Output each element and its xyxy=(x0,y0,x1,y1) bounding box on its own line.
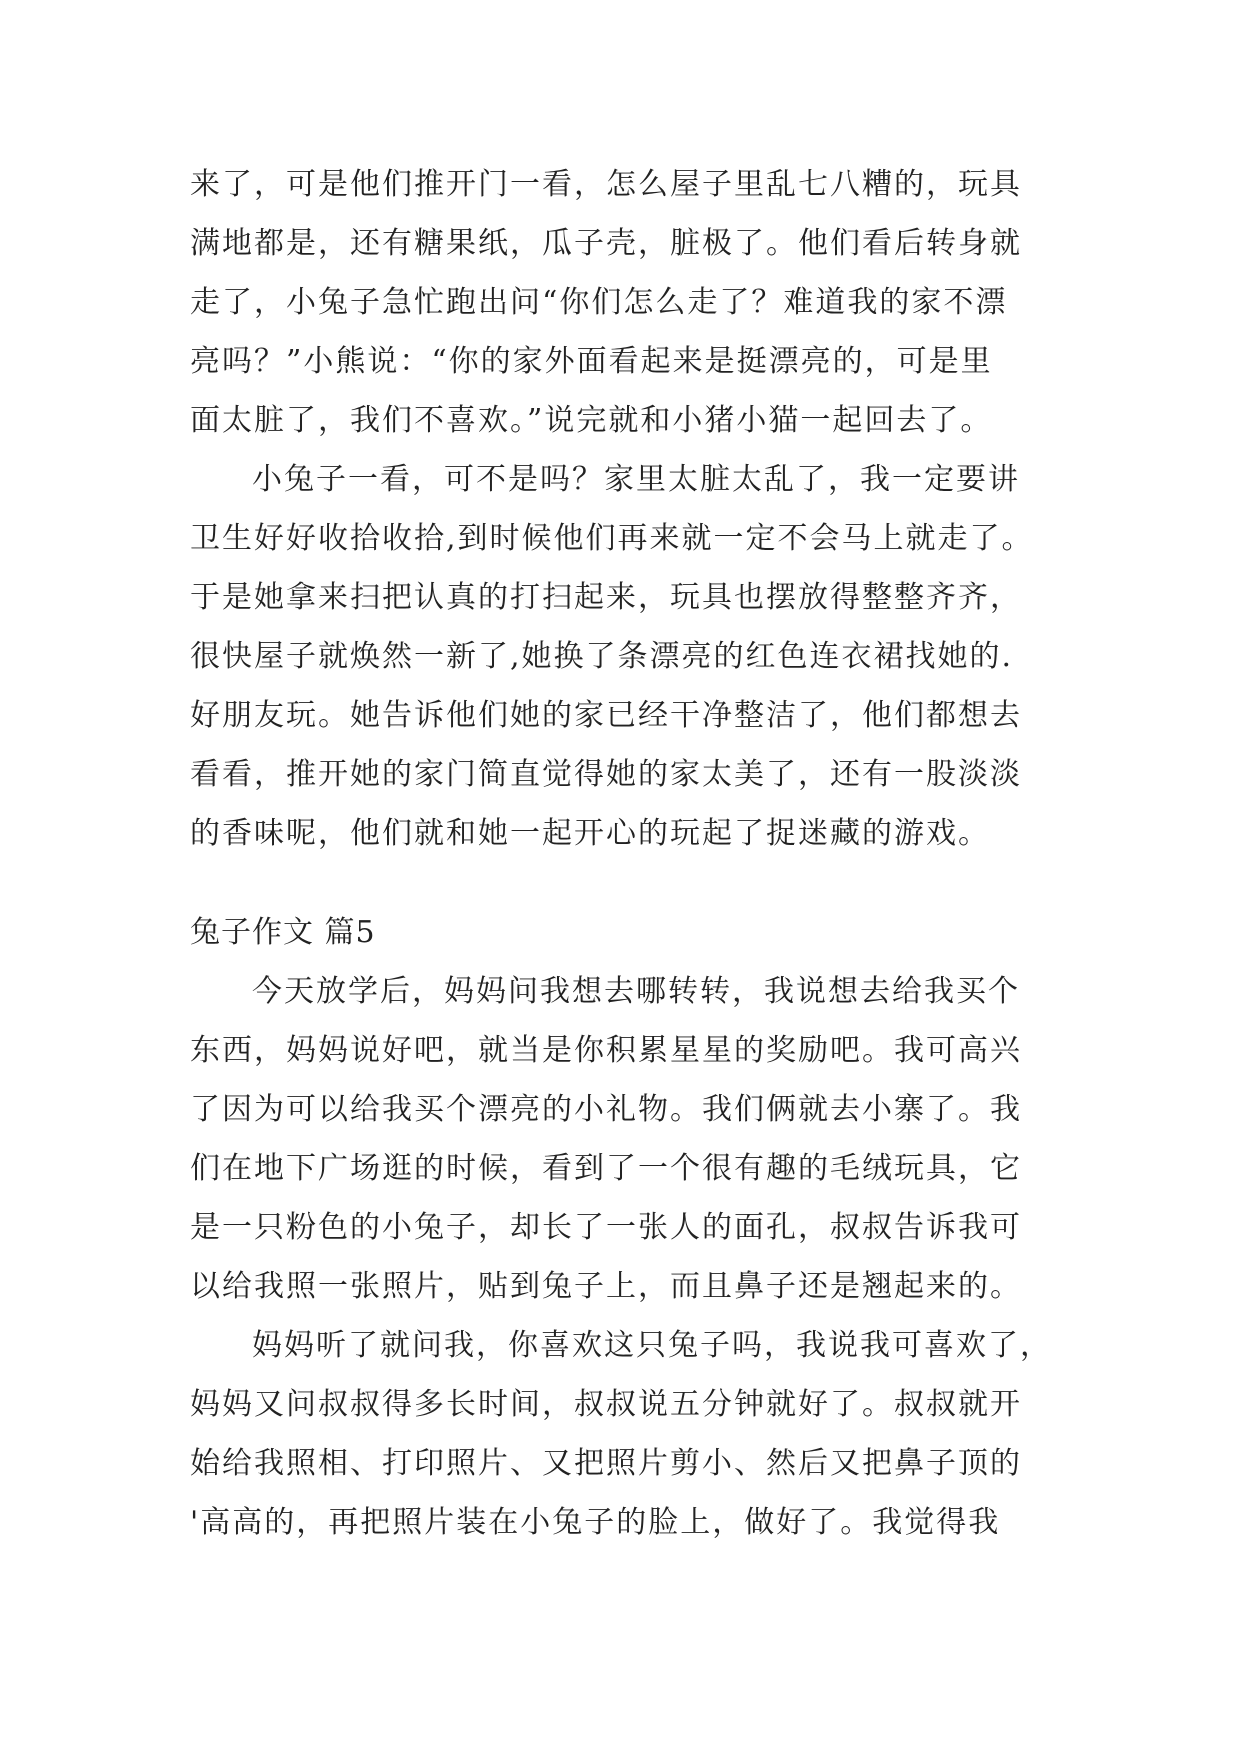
text-line: 妈妈又问叔叔得多长时间，叔叔说五分钟就好了。叔叔就开 xyxy=(190,1387,1022,1422)
text-line: 好朋友玩。她告诉他们她的家已经干净整洁了，他们都想去 xyxy=(190,698,1022,733)
text-line: 的香味呢，他们就和她一起开心的玩起了捉迷藏的游戏。 xyxy=(190,816,990,851)
text-line: 于是她拿来扫把认真的打扫起来，玩具也摆放得整整齐齐， xyxy=(190,580,1022,615)
document-body xyxy=(190,155,1060,1552)
text-line: 看看，推开她的家门简直觉得她的家太美了，还有一股淡淡 xyxy=(190,757,1022,792)
text-line: 们在地下广场逛的时候，看到了一个很有趣的毛绒玩具，它 xyxy=(190,1151,1022,1186)
section-heading: 兔子作文 篇5 xyxy=(190,915,376,950)
text-line: 满地都是，还有糖果纸，瓜子壳，脏极了。他们看后转身就 xyxy=(190,226,1022,261)
text-line: 亮吗？”小熊说：“你的家外面看起来是挺漂亮的，可是里 xyxy=(190,344,993,379)
text-line: 卫生好好收拾收拾,到时候他们再来就一定不会马上就走了。 xyxy=(190,521,1034,556)
text-line: 妈妈听了就问我，你喜欢这只兔子吗，我说我可喜欢了， xyxy=(252,1328,1052,1363)
paragraph xyxy=(190,450,1060,863)
paragraph xyxy=(190,962,1060,1316)
paragraph xyxy=(190,155,1060,450)
text-line: 了因为可以给我买个漂亮的小礼物。我们俩就去小寨了。我 xyxy=(190,1092,1022,1127)
text-line: 走了，小兔子急忙跑出问“你们怎么走了？难道我的家不漂 xyxy=(190,285,1008,320)
text-line: 很快屋子就焕然一新了,她换了条漂亮的红色连衣裙找她的. xyxy=(190,639,1014,674)
section-gap xyxy=(190,863,1060,903)
text-line: 今天放学后，妈妈问我想去哪转转，我说想去给我买个 xyxy=(252,974,1020,1009)
text-line: 面太脏了，我们不喜欢。”说完就和小猪小猫一起回去了。 xyxy=(190,403,993,438)
paragraph xyxy=(190,1316,1060,1552)
text-line: 小兔子一看，可不是吗？家里太脏太乱了，我一定要讲 xyxy=(252,462,1020,497)
text-line: 是一只粉色的小兔子，却长了一张人的面孔，叔叔告诉我可 xyxy=(190,1210,1022,1245)
text-line: '高高的，再把照片装在小兔子的脸上，做好了。我觉得我 xyxy=(190,1505,1001,1540)
text-line: 始给我照相、打印照片、又把照片剪小、然后又把鼻子顶的 xyxy=(190,1446,1022,1481)
text-line: 以给我照一张照片，贴到兔子上，而且鼻子还是翘起来的。 xyxy=(190,1269,1022,1304)
text-line: 来了，可是他们推开门一看，怎么屋子里乱七八糟的，玩具 xyxy=(190,167,1022,202)
text-line: 东西，妈妈说好吧，就当是你积累星星的奖励吧。我可高兴 xyxy=(190,1033,1022,1068)
